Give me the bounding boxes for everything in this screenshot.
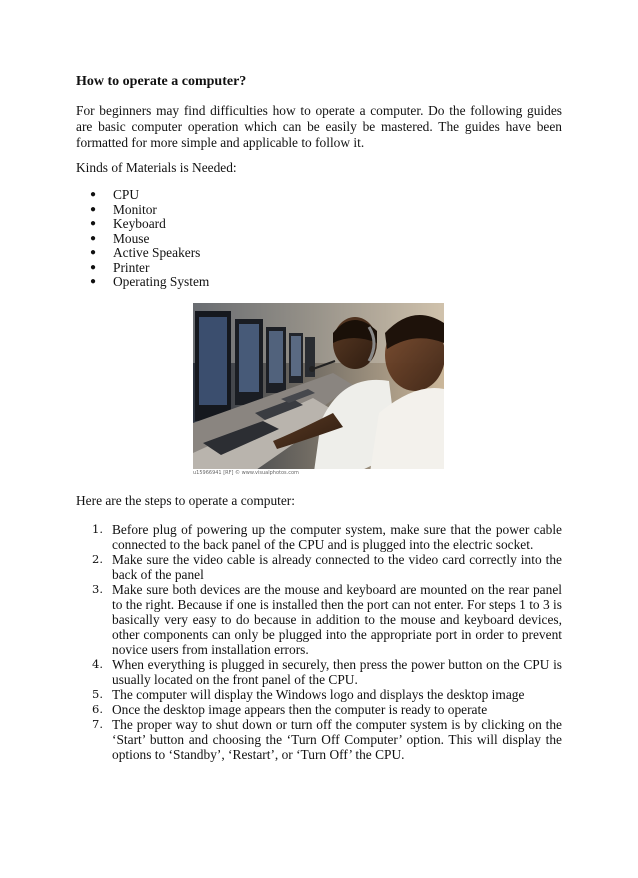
step-number: 2. (92, 552, 103, 566)
bullet-icon: ● (90, 247, 97, 258)
bullet-icon: ● (90, 261, 97, 273)
bullet-icon: ● (90, 276, 97, 287)
list-item: ● Monitor (90, 201, 157, 217)
list-item: ● Active Speakers (90, 245, 201, 260)
list-item (76, 522, 562, 552)
step-number: 4. (92, 657, 103, 671)
photo-caption: u15966941 [RF] © www.visualphotos.com (193, 470, 299, 476)
step-text: The computer will display the Windows logo and displays the desktop image (112, 687, 525, 702)
step-text: When everything is plugged in securely, then press the power button on the CPU is usually located on the front panel of the CPU. (112, 657, 562, 687)
intro-paragraph: For beginners may find difficulties how to operate a computer. Do the following guides are basic computer operation which can be easily be mastered. The guides have been formatted for more simple and applicable to follow it. (76, 103, 562, 150)
computer-lab-photo (193, 303, 444, 479)
steps-list (76, 522, 562, 762)
materials-list (76, 188, 209, 290)
step-text: Make sure the video cable is already connected to the video card correctly into the back of the panel (112, 552, 562, 582)
bullet-icon: ● (90, 232, 97, 244)
list-item (76, 687, 562, 702)
step-number: 6. (92, 702, 103, 716)
list-item (76, 717, 562, 762)
step-text: Make sure both devices are the mouse and keyboard are mounted on the rear panel to the right. Because if one is installed then the port can not enter. For steps 1 to 3 is basically very easy to do because in addition to the mouse and keyboard devices, other components can only be plugged into the appropriate port in order to prevent novice users from installation errors. (112, 582, 562, 657)
step-number: 7. (92, 717, 103, 731)
list-item: ● Keyboard (90, 216, 166, 231)
list-item (76, 657, 562, 687)
bullet-icon: ● (90, 203, 97, 215)
list-item (76, 582, 562, 657)
steps-heading: Here are the steps to operate a computer: (76, 493, 295, 508)
list-item (76, 702, 562, 717)
list-item: ● Mouse (90, 230, 150, 246)
step-text: The proper way to shut down or turn off the computer system is by clicking on the ‘Start’ button and choosing the ‘Turn Off Computer’ option. This will display the options to ‘Standby’, ‘Restart’, or ‘Turn Off’ the CPU. (112, 717, 562, 762)
list-item: ● Operating System (90, 274, 210, 289)
document-title: How to operate a computer? (76, 74, 247, 89)
list-item: ● CPU (90, 187, 140, 202)
bullet-icon: ● (90, 189, 97, 200)
list-item (76, 552, 562, 582)
step-number: 5. (92, 687, 103, 701)
list-item: ● Printer (90, 259, 150, 275)
step-text: Once the desktop image appears then the computer is ready to operate (112, 702, 488, 717)
step-text: Before plug of powering up the computer system, make sure that the power cable connected to the back panel of the CPU and is plugged into the electric socket. (112, 522, 562, 552)
materials-heading: Kinds of Materials is Needed: (76, 160, 237, 175)
bullet-icon: ● (90, 218, 97, 229)
step-number: 1. (92, 522, 103, 536)
step-number: 3. (92, 582, 103, 596)
